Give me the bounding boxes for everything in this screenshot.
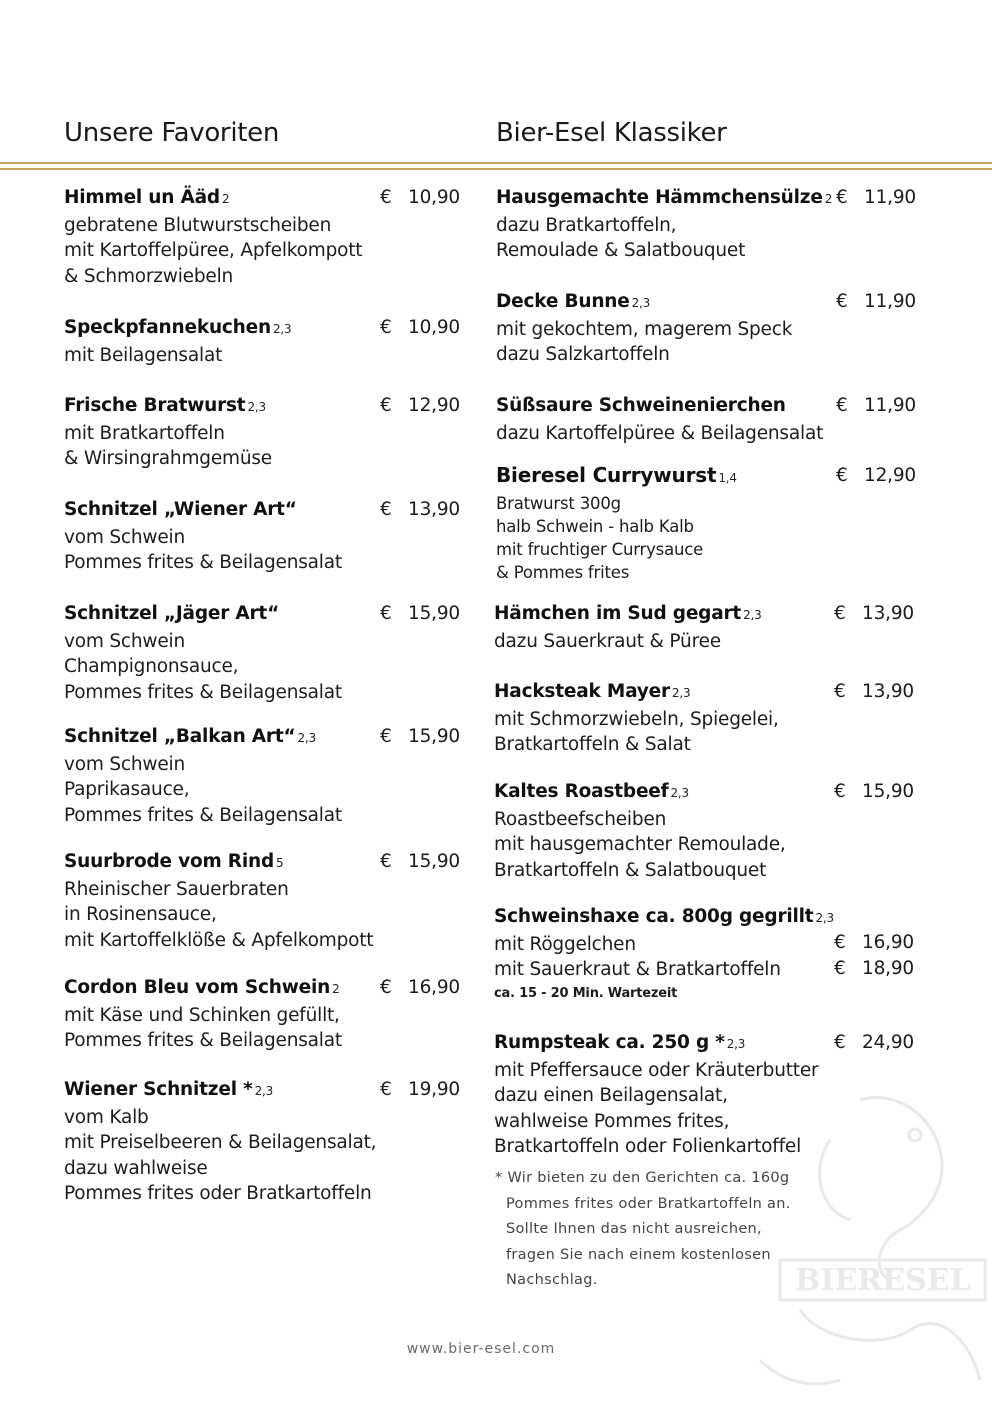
menu-item: [64, 393, 272, 472]
footnote-line: fragen Sie nach einem kostenlosen: [506, 1246, 771, 1263]
currency-symbol: €: [836, 465, 848, 486]
allergen-note: 2,3: [670, 786, 689, 800]
dish-price: € 24,90: [834, 1030, 910, 1056]
dish-description: halb Schwein - halb Kalb: [496, 516, 694, 536]
footnote-line: Pommes frites oder Bratkartoffeln an.: [506, 1195, 791, 1212]
dish-description: mit gekochtem, magerem Speck: [496, 318, 793, 340]
dish-description: mit Kartoffelpüree, Apfelkompott: [64, 240, 363, 261]
currency-symbol: €: [834, 932, 846, 953]
dish-description: mit Beilagensalat: [64, 344, 223, 366]
dish-description: gebratene Blutwurstscheiben: [64, 214, 332, 236]
dish-description: dazu Salzkartoffeln: [496, 344, 670, 365]
watermark-text: BIERESEL: [795, 1263, 971, 1298]
dish-name: Frische Bratwurst: [64, 395, 246, 416]
currency-symbol: €: [834, 781, 846, 802]
dish-description: mit Bratkartoffeln: [64, 422, 225, 444]
menu-item: [64, 315, 291, 368]
dish-name: Decke Bunne: [496, 291, 630, 312]
dish-description: Bratkartoffeln & Salat: [494, 734, 691, 755]
dish-name: Speckpfannekuchen: [64, 317, 271, 338]
menu-item: [64, 975, 342, 1054]
dish-description: vom Schwein: [64, 630, 185, 652]
dish-description: dazu Bratkartoffeln,: [496, 214, 677, 236]
dish-description: Bratwurst 300g: [496, 493, 621, 513]
dish-description: mit Pfeffersauce oder Kräuterbutter: [494, 1059, 819, 1081]
dish-description: dazu Sauerkraut & Püree: [494, 630, 721, 652]
menu-item: [64, 601, 342, 705]
dish-price: € 18,90: [834, 956, 910, 982]
dish-description: Bratkartoffeln & Salatbouquet: [494, 859, 767, 881]
currency-symbol: €: [834, 681, 846, 702]
allergen-note: 2,3: [297, 731, 316, 745]
currency-symbol: €: [380, 317, 392, 338]
currency-symbol: €: [836, 187, 848, 208]
dish-description: Paprikasauce,: [64, 779, 190, 800]
dish-price: € 13,90: [380, 497, 456, 523]
dish-name: Suurbrode vom Rind: [64, 851, 274, 872]
allergen-note: 2,3: [726, 1037, 746, 1051]
currency-symbol: €: [380, 187, 392, 208]
allergen-note: 2,3: [743, 608, 762, 622]
allergen-note: 5: [275, 856, 284, 870]
dish-price: € 15,90: [380, 724, 456, 750]
dish-description: mit Röggelchen: [494, 933, 636, 955]
dish-name: Hämchen im Sud gegart: [494, 603, 742, 624]
dish-name: Hacksteak Mayer: [494, 681, 670, 702]
dish-description: & Pommes frites: [496, 562, 630, 582]
dish-description: & Wirsingrahmgemüse: [64, 448, 272, 469]
dish-description: Pommes frites & Beilagensalat: [64, 804, 342, 826]
allergen-note: 2: [221, 192, 230, 206]
allergen-note: 2,3: [254, 1084, 274, 1098]
dish-price: € 16,90: [380, 975, 456, 1001]
dish-description: mit fruchtiger Currysauce: [496, 539, 704, 559]
menu-item: [64, 849, 373, 953]
dish-description: wahlweise Pommes frites,: [494, 1110, 730, 1132]
currency-symbol: €: [380, 851, 392, 872]
dish-price: € 15,90: [380, 601, 456, 627]
dish-description: mit hausgemachter Remoulade,: [494, 834, 786, 855]
waiting-time-note: ca. 15 - 20 Min. Wartezeit: [494, 985, 678, 1001]
dish-name: Rumpsteak ca. 250 g *: [494, 1032, 725, 1053]
dish-description: Champignonsauce,: [64, 656, 239, 677]
allergen-note: 2: [824, 192, 833, 206]
currency-symbol: €: [380, 603, 392, 624]
dish-description: mit Kartoffelklöße & Apfelkompott: [64, 929, 374, 951]
menu-item: [494, 601, 762, 654]
dish-price: € 10,90: [380, 185, 456, 211]
dish-price: € 10,90: [380, 315, 456, 341]
dish-price: € 15,90: [380, 849, 456, 875]
menu-item: [494, 779, 786, 883]
dish-price: € 11,90: [836, 185, 912, 211]
menu-item: [64, 724, 342, 828]
dish-price: € 11,90: [836, 393, 912, 419]
dish-description: Pommes frites & Beilagensalat: [64, 552, 342, 573]
dish-description: dazu wahlweise: [64, 1157, 208, 1179]
currency-symbol: €: [380, 499, 392, 520]
allergen-note: 2,3: [631, 296, 651, 310]
currency-symbol: €: [834, 958, 846, 979]
allergen-note: 2,3: [272, 322, 292, 336]
dish-name: Süßsaure Schweinenierchen: [496, 395, 786, 416]
dish-description: mit Schmorzwiebeln, Spiegelei,: [494, 708, 779, 730]
menu-item: [64, 1077, 376, 1207]
menu-item: [494, 679, 779, 758]
currency-symbol: €: [836, 291, 848, 312]
currency-symbol: €: [836, 395, 848, 416]
dish-name: Wiener Schnitzel *: [64, 1079, 253, 1100]
gold-rule-bottom: [0, 168, 992, 170]
dish-price: € 13,90: [834, 601, 910, 627]
currency-symbol: €: [380, 1079, 392, 1100]
currency-symbol: €: [380, 977, 392, 998]
allergen-note: 2,3: [247, 400, 266, 414]
dish-description: dazu Kartoffelpüree & Beilagensalat: [496, 422, 824, 444]
footnote-line: Nachschlag.: [506, 1272, 598, 1288]
menu-item: [64, 185, 362, 289]
dish-price: € 15,90: [834, 779, 910, 805]
dish-description: vom Schwein: [64, 753, 185, 775]
menu-item: [496, 289, 792, 368]
currency-symbol: €: [380, 395, 392, 416]
currency-symbol: €: [380, 726, 392, 747]
dish-description: Remoulade & Salatbouquet: [496, 240, 746, 261]
gold-rule-top: [0, 162, 992, 164]
dish-name: Bieresel Currywurst: [496, 463, 717, 487]
dish-name: Schweinshaxe ca. 800g gegrillt: [494, 906, 814, 927]
dish-name: Hausgemachte Hämmchensülze: [496, 187, 823, 208]
website-footer: www.bier-esel.com: [406, 1341, 556, 1357]
allergen-note: 2,3: [671, 686, 691, 700]
allergen-note: 2: [332, 982, 340, 996]
dish-price: € 12,90: [380, 393, 456, 419]
allergen-note: 1,4: [718, 471, 737, 485]
footnote-line: * Wir bieten zu den Gerichten ca. 160g: [495, 1170, 790, 1186]
dish-description: dazu einen Beilagensalat,: [494, 1085, 728, 1106]
currency-symbol: €: [834, 1032, 846, 1053]
allergen-note: 2,3: [815, 911, 834, 925]
dish-description: mit Käse und Schinken gefüllt,: [64, 1004, 340, 1026]
menu-item: [496, 393, 823, 446]
dish-price: € 19,90: [380, 1077, 456, 1103]
dish-name: Schnitzel „Balkan Art“: [64, 726, 296, 747]
dish-description: Pommes frites & Beilagensalat: [64, 681, 342, 703]
dish-name: Kaltes Roastbeef: [494, 781, 669, 802]
menu-item: [496, 185, 832, 264]
dish-description: vom Schwein: [64, 526, 185, 548]
dish-name: Cordon Bleu vom Schwein: [64, 977, 331, 998]
dish-description: Pommes frites & Beilagensalat: [64, 1030, 342, 1051]
dish-price: € 12,90: [836, 463, 912, 489]
heading-favorites: Unsere Favoriten: [64, 118, 280, 148]
dish-price: € 13,90: [834, 679, 910, 705]
dish-description: Roastbeefscheiben: [494, 808, 667, 830]
menu-item: [494, 904, 834, 1005]
heading-classics: Bier-Esel Klassiker: [496, 118, 727, 148]
menu-item: [64, 497, 342, 576]
dish-price: € 16,90: [834, 930, 910, 956]
dish-description: in Rosinensauce,: [64, 904, 217, 925]
dish-description: Bratkartoffeln oder Folienkartoffel: [494, 1136, 802, 1157]
dish-description: & Schmorzwiebeln: [64, 265, 234, 287]
footnote-line: Sollte Ihnen das nicht ausreichen,: [506, 1221, 762, 1237]
dish-price: € 11,90: [836, 289, 912, 315]
dish-name: Schnitzel „Wiener Art“: [64, 499, 297, 520]
dish-name: Schnitzel „Jäger Art“: [64, 603, 280, 624]
currency-symbol: €: [834, 603, 846, 624]
dish-description: vom Kalb: [64, 1106, 149, 1128]
dish-description: Rheinischer Sauerbraten: [64, 878, 289, 900]
dish-description: mit Sauerkraut & Bratkartoffeln: [494, 959, 781, 980]
dish-name: Himmel un Ääd: [64, 187, 220, 208]
dish-description: Pommes frites oder Bratkartoffeln: [64, 1183, 372, 1204]
menu-item: [496, 463, 737, 584]
dish-description: mit Preiselbeeren & Beilagensalat,: [64, 1132, 377, 1153]
